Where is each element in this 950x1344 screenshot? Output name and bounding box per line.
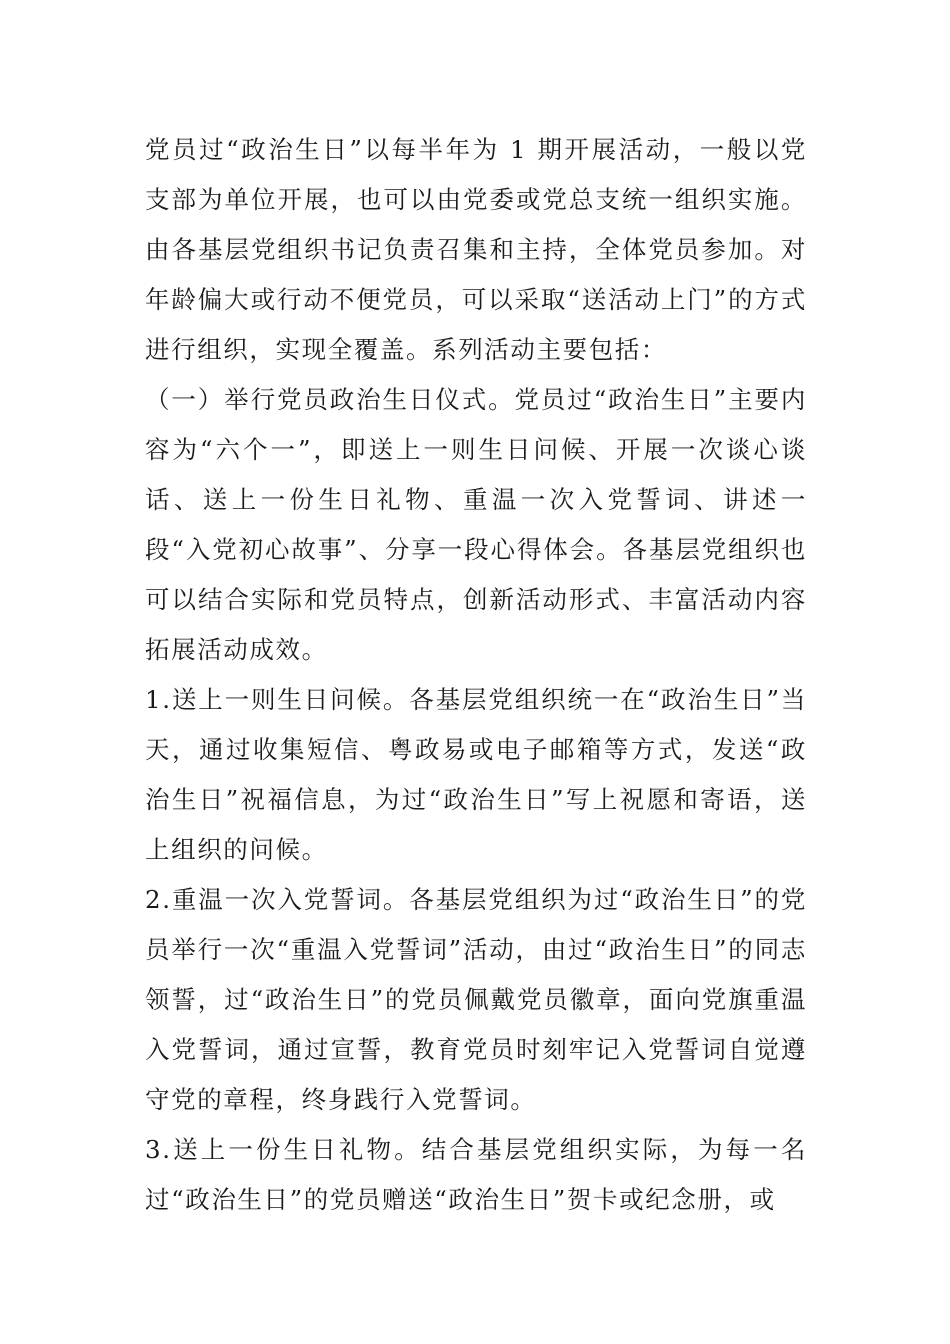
- paragraph-item-1: 1.送上一则生日问候。各基层党组织统一在“政治生日”当天，通过收集短信、粤政易或电子邮箱等方式，发送“政治生日”祝福信息，为过“政治生日”写上祝愿和寄语，送上组织的问候。: [145, 685, 807, 864]
- paragraph-section-one: （一）举行党员政治生日仪式。党员过“政治生日”主要内容为“六个一”，即送上一则生日问候、开展一次谈心谈话、送上一份生日礼物、重温一次入党誓词、讲述一段“入党初心故事”、分享一段心得体会。各基层党组织也可以结合实际和党员特点，创新活动形式、丰富活动内容拓展活动成效。: [145, 385, 807, 664]
- paragraph-item-2: 2.重温一次入党誓词。各基层党组织为过“政治生日”的党员举行一次“重温入党誓词”活动，由过“政治生日”的同志领誓，过“政治生日”的党员佩戴党员徽章，面向党旗重温入党誓词，通过宣誓，教育党员时刻牢记入党誓词自觉遵守党的章程，终身践行入党誓词。: [145, 885, 807, 1114]
- document-body: [145, 125, 807, 1225]
- paragraph-item-3: 3.送上一份生日礼物。结合基层党组织实际，为每一名过“政治生日”的党员赠送“政治生日”贺卡或纪念册，或: [145, 1135, 807, 1214]
- paragraph-intro: 党员过“政治生日”以每半年为 1 期开展活动，一般以党支部为单位开展，也可以由党委或党总支统一组织实施。由各基层党组织书记负责召集和主持，全体党员参加。对年龄偏大或行动不便党员，可以采取“送活动上门”的方式进行组织，实现全覆盖。系列活动主要包括：: [145, 135, 807, 364]
